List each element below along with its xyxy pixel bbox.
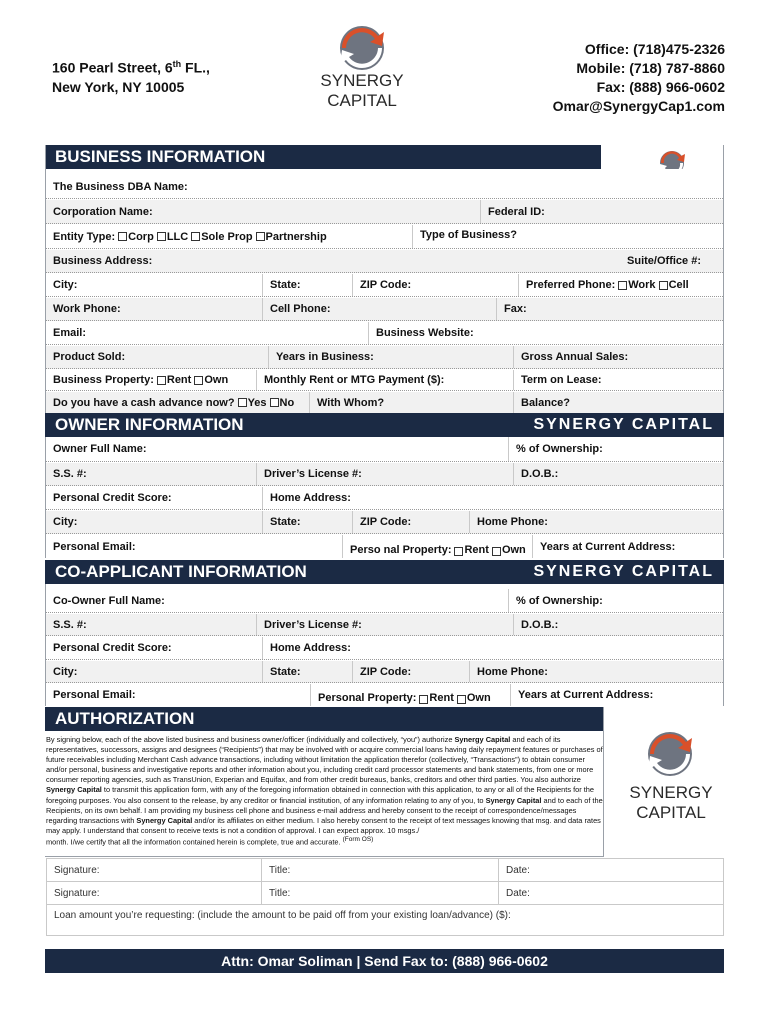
business-fax-field[interactable]: Fax: [496, 298, 723, 320]
cash-advance-yes-checkbox[interactable] [238, 398, 247, 407]
loan-amount-row [46, 904, 724, 936]
gross-sales-field[interactable]: Gross Annual Sales: [513, 346, 723, 368]
owner-credit-field[interactable]: Personal Credit Score: [53, 492, 172, 504]
work-phone-field[interactable]: Work Phone: [53, 303, 121, 315]
business-website-field[interactable]: Business Website: [368, 322, 723, 344]
owner-row-name [46, 437, 723, 462]
business-city-field[interactable]: City: [53, 279, 78, 291]
coapp-row-email [46, 684, 723, 706]
contact-info [553, 40, 725, 116]
owner-state-field[interactable]: State: [262, 511, 352, 533]
address-line-2: New York, NY 10005 [52, 78, 185, 95]
coapp-personal-email-field[interactable]: Personal Email: [53, 689, 136, 701]
business-row-corp [46, 200, 723, 224]
product-sold-field[interactable]: Product Sold: [53, 351, 126, 363]
business-address-field[interactable]: Business Address: [53, 255, 153, 267]
business-row-phone [46, 298, 723, 321]
business-state-field[interactable]: State: [262, 274, 352, 296]
years-in-business-field[interactable]: Years in Business: [268, 346, 513, 368]
business-row-property [46, 370, 723, 391]
owner-pct-field[interactable]: % of Ownership: [508, 437, 723, 461]
date-1-field[interactable]: Date: [498, 859, 723, 881]
logo-word-capital: CAPITAL [327, 91, 397, 110]
coapp-zip-field[interactable]: ZIP Code: [352, 661, 469, 682]
business-email-field[interactable]: Email: [53, 327, 87, 339]
coapp-home-address-field[interactable]: Home Address: [262, 637, 723, 659]
auth-section-title: AUTHORIZATION [55, 709, 195, 728]
owner-form [45, 437, 724, 558]
monthly-rent-field[interactable]: Monthly Rent or MTG Payment ($): [256, 370, 513, 390]
synergy-capital-logo [312, 22, 412, 114]
address-superscript: th [172, 59, 182, 69]
corp-checkbox[interactable] [118, 232, 127, 241]
coapp-rent-checkbox[interactable] [419, 695, 428, 704]
coapp-credit-field[interactable]: Personal Credit Score: [53, 642, 172, 654]
fax-footer-text: Attn: Omar Soliman | Send Fax to: (888) 966-0602 [221, 953, 548, 969]
pref-work-checkbox[interactable] [618, 281, 627, 290]
dba-field[interactable]: The Business DBA Name: [53, 181, 188, 193]
owner-personal-email-field[interactable]: Personal Email: [53, 540, 136, 553]
business-zip-field[interactable]: ZIP Code: [352, 274, 518, 296]
cash-advance-no-checkbox[interactable] [270, 398, 279, 407]
business-row-email [46, 322, 723, 345]
coapp-dob-field[interactable]: D.O.B.: [513, 614, 723, 635]
contact-email: Omar@SynergyCap1.com [552, 98, 725, 114]
date-2-field[interactable]: Date: [498, 882, 723, 904]
business-row-product [46, 346, 723, 369]
type-of-business-field[interactable]: Type of Business? [412, 225, 723, 248]
office-phone: Office: (718)475-2326 [584, 41, 725, 57]
logo-word-synergy: SYNERGY [320, 71, 404, 90]
coapp-row-name [46, 589, 723, 613]
business-own-checkbox[interactable] [194, 376, 203, 385]
fax-number: Fax: (888) 966-0602 [596, 79, 725, 95]
auth-logo-synergy: SYNERGY [629, 783, 713, 802]
company-address [52, 55, 210, 97]
owner-row-email [46, 535, 723, 558]
owner-own-checkbox[interactable] [492, 547, 501, 556]
preferred-phone-field: Preferred Phone: Work Cell [518, 274, 723, 296]
business-section-title: BUSINESS INFORMATION [55, 147, 266, 166]
auth-logo-capital: CAPITAL [636, 803, 706, 822]
title-2-field[interactable]: Title: [261, 882, 498, 904]
signature-row-1 [46, 858, 724, 882]
owner-ss-field[interactable]: S.S. #: [53, 468, 87, 480]
entity-type-field: Entity Type: Corp LLC Sole Prop Partnership [53, 230, 327, 243]
sole-prop-checkbox[interactable] [191, 232, 200, 241]
title-1-field[interactable]: Title: [261, 859, 498, 881]
fax-footer-bar [45, 949, 724, 973]
signature-2-field[interactable]: Signature: [54, 887, 100, 899]
loan-amount-field[interactable]: Loan amount you’re requesting: (include the amount to be paid off from your existing loan/advance) ($): [54, 910, 511, 921]
owner-home-phone-field[interactable]: Home Phone: [469, 511, 723, 533]
coapp-license-field[interactable]: Driver’s License #: [256, 614, 513, 635]
business-row-address [46, 250, 723, 273]
owner-personal-property-field: Perso nal Property: Rent Own [342, 535, 532, 558]
owner-zip-field[interactable]: ZIP Code: [352, 511, 469, 533]
owner-row-credit [46, 487, 723, 510]
business-row-dba [46, 169, 723, 199]
coapp-pct-field[interactable]: % of Ownership: [508, 589, 723, 612]
cash-advance-field: Do you have a cash advance now? Yes No [53, 396, 295, 409]
business-row-city [46, 274, 723, 297]
llc-checkbox[interactable] [157, 232, 166, 241]
coapp-section-brand: SYNERGY CAPITAL [533, 563, 714, 580]
auth-paragraph: By signing below, each of the above listed business and business owner/officer (individually and collectively, “you”) authorize Synergy Capital and each of its representatives, successors, assigns and designees (“Recipients”) that may be involved with or acquire commercial loans having daily repayment features or purchases of future receivables including Merchant Cash advance transactions, including without limitation the application therefor (collectively, “Transactions”) to obtain consumer and/or personal, business and investigative reports and other information about you, including credit card processor statements and bank statements, from one or more consumer reporting agencies, such as TransUnion, Experian and Equifax, and from other credit bureaus, banks, creditors and other third parties. You also authorize Synergy Capital to transmit this application form, with any of the foregoing information obtained in connection with this application, to any or all of the Recipients for the foregoing purposes. You also consent to the release, by any creditor or financial institution, of any information relating to any of you, to Synergy Capital and to each of the Recipients, on its own behalf. I am providing my business cell phone and business e-mail address and hereby consent to the receipt of correspondence/messages regarding transactions with Synergy Capital and/or its affiliates on either medium. I also hereby consent to the receipt of text messages knowing that msg. and data rates may apply. I understand that consent to receive texts is not a condition of approval. I can expect approx. 10 msgs./ [46, 735, 603, 835]
mobile-phone: Mobile: (718) 787-8860 [576, 60, 725, 76]
with-whom-field[interactable]: With Whom? [309, 392, 513, 413]
owner-years-address-field[interactable]: Years at Current Address: [532, 535, 723, 558]
owner-city-field[interactable]: City: [53, 516, 78, 528]
suite-field[interactable]: Suite/Office #: [627, 255, 701, 267]
coapp-city-field[interactable]: City: [53, 665, 78, 678]
pref-cell-checkbox[interactable] [659, 281, 668, 290]
owner-row-city [46, 511, 723, 534]
coapp-state-field[interactable]: State: [262, 661, 352, 682]
owner-rent-checkbox[interactable] [454, 547, 463, 556]
coapp-ss-field[interactable]: S.S. #: [53, 618, 87, 631]
address-line-1-end: FL., [181, 59, 210, 76]
coapp-years-address-field[interactable]: Years at Current Address: [510, 684, 723, 706]
owner-full-name-field[interactable]: Owner Full Name: [53, 443, 147, 455]
owner-section-header [45, 413, 724, 437]
owner-section-brand: SYNERGY CAPITAL [533, 416, 714, 433]
auth-side-logo [622, 727, 720, 822]
corporation-name-field[interactable]: Corporation Name: [53, 205, 153, 218]
auth-certify-line: month. I/we certify that all the information contained herein is complete, true and accurate. $^{(Form OS)}$ [46, 836, 374, 847]
owner-home-address-field[interactable]: Home Address: [262, 487, 723, 509]
address-line-1: 160 Pearl Street, 6 [52, 59, 173, 76]
owner-license-field[interactable]: Driver’s License #: [256, 463, 513, 485]
owner-row-ss [46, 463, 723, 486]
coapp-personal-property-field: Personal Property: Rent Own [310, 684, 510, 706]
business-row-cash-advance [46, 392, 723, 413]
business-rent-checkbox[interactable] [157, 376, 166, 385]
coapp-form [45, 584, 724, 706]
term-lease-field[interactable]: Term on Lease: [513, 370, 723, 390]
coapp-home-phone-field[interactable]: Home Phone: [469, 661, 723, 682]
balance-field[interactable]: Balance? [513, 392, 723, 413]
cell-phone-field[interactable]: Cell Phone: [262, 298, 496, 320]
owner-section-title: OWNER INFORMATION [55, 415, 244, 434]
business-property-field: Business Property: Rent Own [53, 374, 229, 386]
partnership-checkbox[interactable] [256, 232, 265, 241]
signature-row-2 [46, 881, 724, 905]
coapp-section-title: CO-APPLICANT INFORMATION [55, 562, 307, 581]
owner-dob-field[interactable]: D.O.B.: [513, 463, 723, 485]
coapp-row-city [46, 661, 723, 683]
signature-1-field[interactable]: Signature: [54, 864, 100, 876]
business-row-entity [46, 225, 723, 249]
coapp-full-name-field[interactable]: Co-Owner Full Name: [53, 594, 165, 607]
federal-id-field[interactable]: Federal ID: [480, 200, 723, 223]
coapp-row-ss [46, 614, 723, 636]
business-form [45, 145, 724, 413]
coapp-row-credit [46, 637, 723, 660]
coapp-section-header [45, 560, 724, 584]
coapp-own-checkbox[interactable] [457, 695, 466, 704]
